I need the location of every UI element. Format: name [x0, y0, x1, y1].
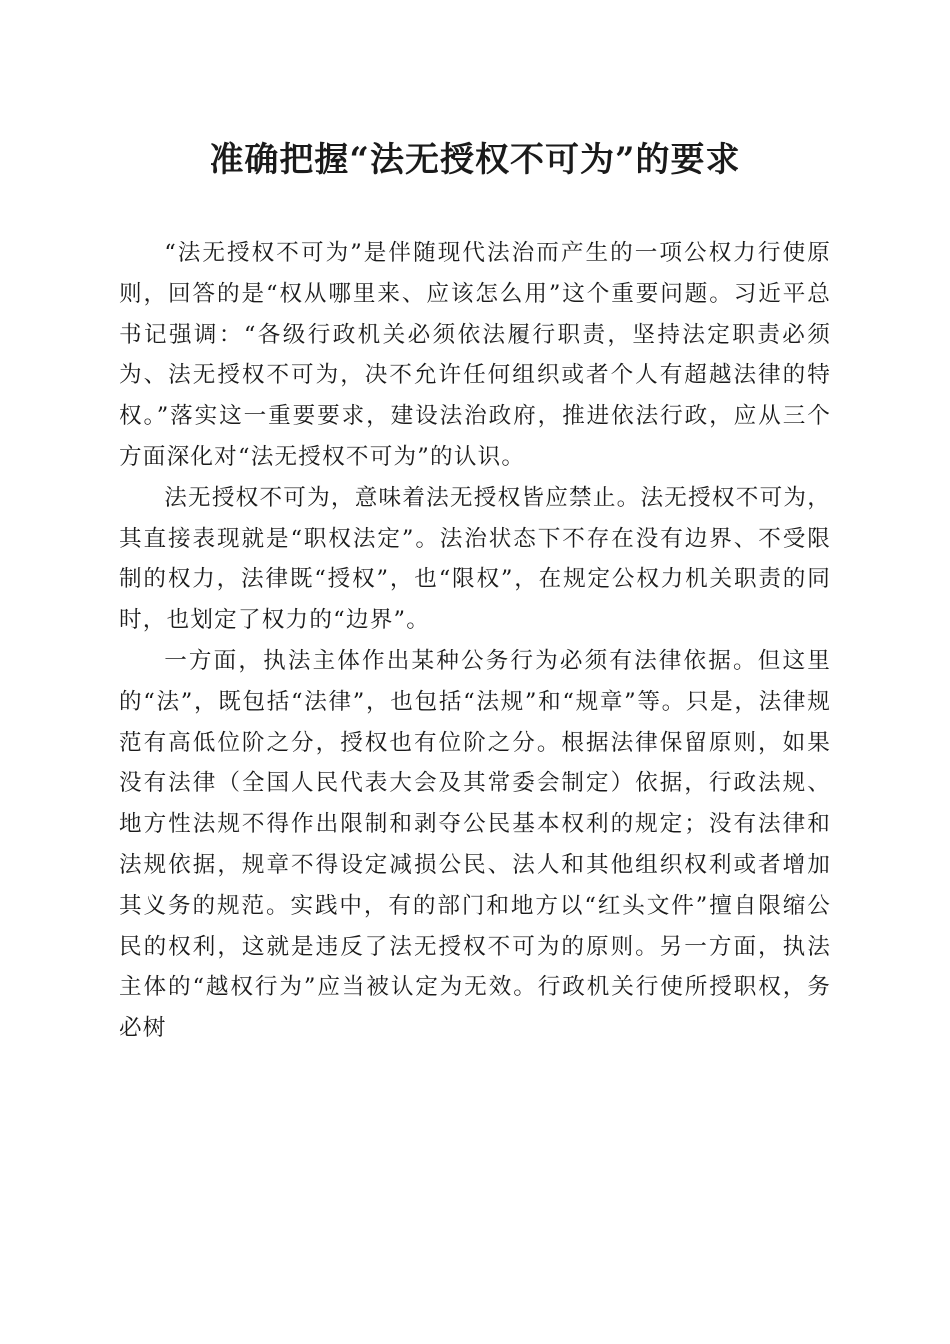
- paragraph-1: “法无授权不可为”是伴随现代法治而产生的一项公权力行使原则，回答的是“权从哪里来、应该怎么用”这个重要问题。习近平总书记强调：“各级行政机关必须依法履行职责，坚持法定职责必须为、法无授权不可为，决不允许任何组织或者个人有超越法律的特权。”落实这一重要要求，建设法治政府，推进依法行政，应从三个方面深化对“法无授权不可为”的认识。: [119, 240, 831, 470]
- document-title: 准确把握“法无授权不可为”的要求: [209, 140, 741, 180]
- paragraph-2: 法无授权不可为，意味着法无授权皆应禁止。法无授权不可为，其直接表现就是“职权法定”。法治状态下不存在没有边界、不受限制的权力，法律既“授权”，也“限权”，在规定公权力机关职责的同时，也划定了权力的“边界”。: [119, 484, 831, 634]
- document-body: [119, 233, 831, 1049]
- paragraph-3: 一方面，执法主体作出某种公务行为必须有法律依据。但这里的“法”，既包括“法律”，也包括“法规”和“规章”等。只是，法律规范有高低位阶之分，授权也有位阶之分。根据法律保留原则，如果没有法律（全国人民代表大会及其常委会制定）依据，行政法规、地方性法规不得作出限制和剥夺公民基本权利的规定；没有法律和法规依据，规章不得设定减损公民、法人和其他组织权利或者增加其义务的规范。实践中，有的部门和地方以“红头文件”擅自限缩公民的权利，这就是违反了法无授权不可为的原则。另一方面，执法主体的“越权行为”应当被认定为无效。行政机关行使所授职权，务必树: [119, 647, 831, 1042]
